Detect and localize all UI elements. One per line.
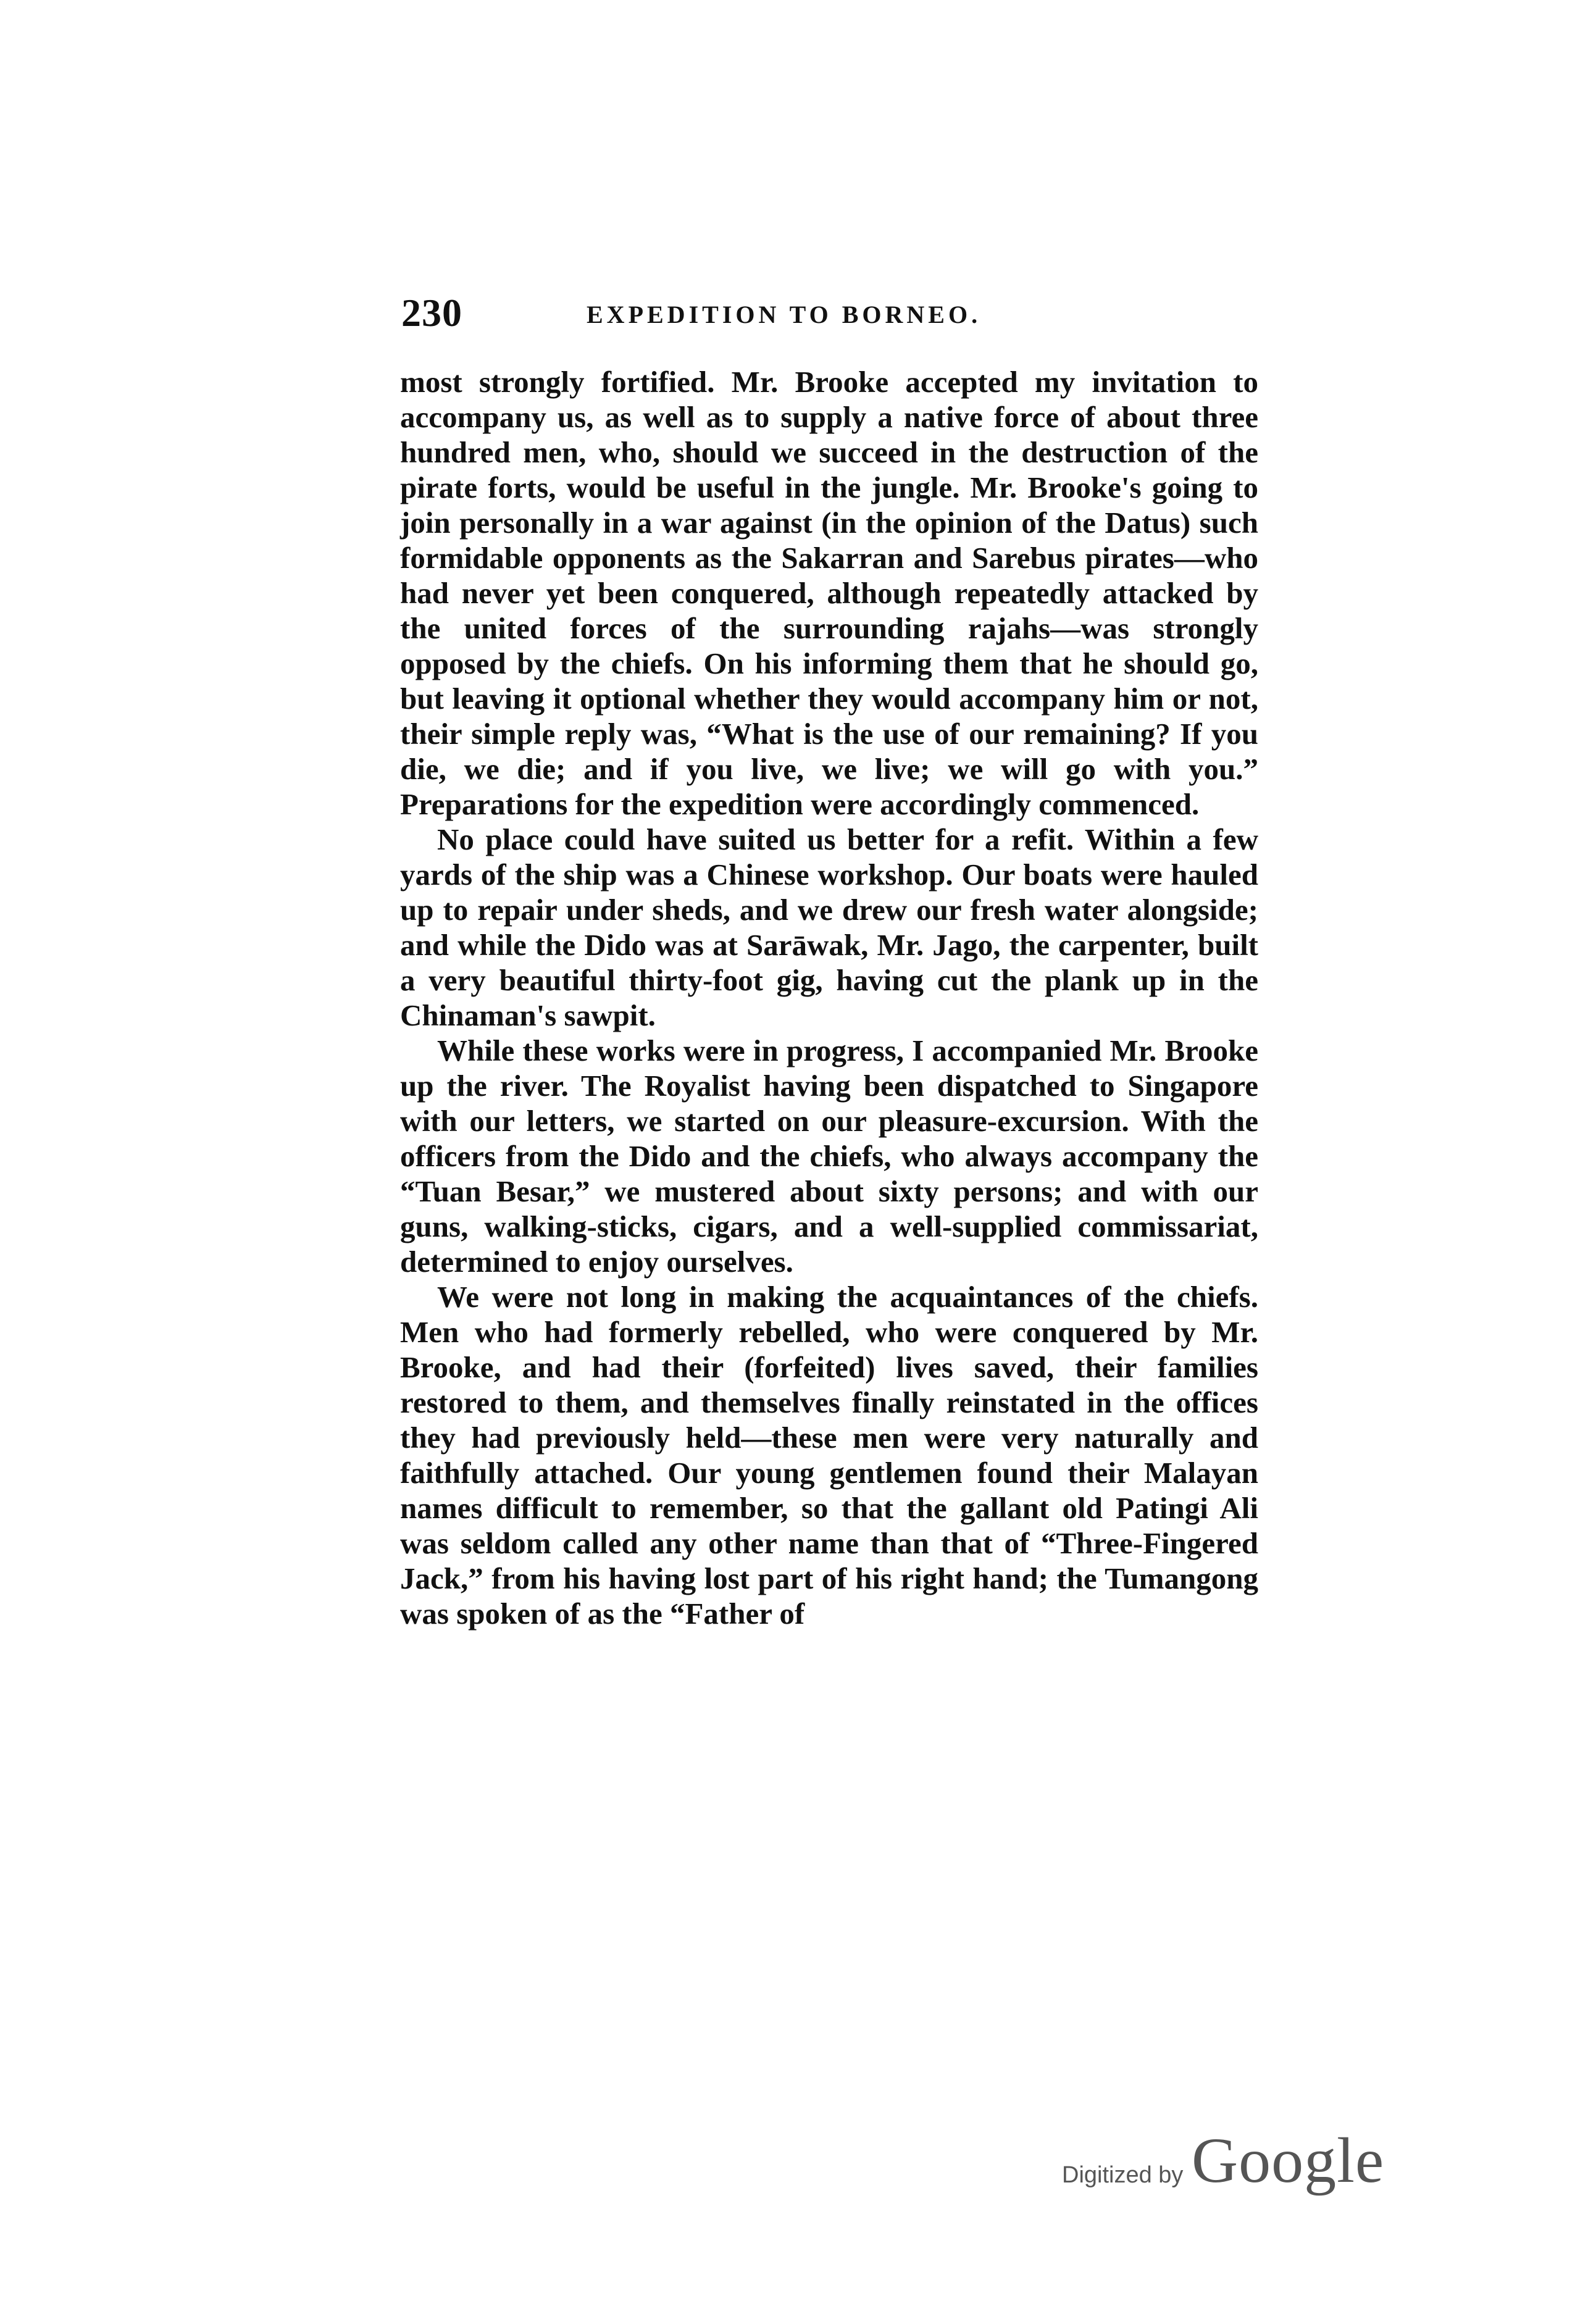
page-number: 230	[401, 291, 462, 335]
paragraph-3: While these works were in progress, I accompanied Mr. Brooke up the river. The Royalist having been dispatched to Singapore with our letters, we started on our pleasure-excursion. With the officers from the Dido and the chiefs, who always accompany the “Tuan Besar,” we mustered about sixty persons; and with our guns, walking-sticks, cigars, and a well-supplied commissariat, determined to enjoy ourselves.	[400, 1034, 1258, 1279]
watermark-prefix: Digitized by	[1062, 2162, 1184, 2188]
body-text	[400, 364, 1258, 1631]
google-logo: Google	[1192, 2125, 1385, 2196]
paragraph-4: We were not long in making the acquaintances of the chiefs. Men who had formerly rebelled, who were conquered by Mr. Brooke, and had their (forfeited) lives saved, their families restored to them, and themselves finally reinstated in the offices they had previously held—these men were very naturally and faithfully attached. Our young gentlemen found their Malayan names difficult to remember, so that the gallant old Patingi Ali was seldom called any other name than that of “Three-Fingered Jack,” from his having lost part of his right hand; the Tumangong was spoken of as the “Father of	[400, 1280, 1258, 1631]
page-header	[401, 290, 1266, 340]
paragraph-2: No place could have suited us better for a refit. Within a few yards of the ship was a Chinese workshop. Our boats were hauled up to repair under sheds, and we drew our fresh water alongside; and while the Dido was at Sarāwak, Mr. Jago, the carpenter, built a very beautiful thirty-foot gig, having cut the plank up in the Chinaman's sawpit.	[400, 822, 1258, 1032]
digitized-watermark	[1062, 2124, 1432, 2198]
running-head: EXPEDITION TO BORNEO.	[587, 301, 982, 328]
paragraph-1: most strongly fortified. Mr. Brooke accepted my invitation to accompany us, as well as to supply a native force of about three hundred men, who, should we succeed in the destruction of the pirate forts, would be useful in the jungle. Mr. Brooke's going to join personally in a war against (in the opinion of the Datus) such formidable opponents as the Sakarran and Sarebus pirates—who had never yet been conquered, although repeatedly attacked by the united forces of the surrounding rajahs—was strongly opposed by the chiefs. On his informing them that he should go, but leaving it optional whether they would accompany him or not, their simple reply was, “What is the use of our remaining? If you die, we die; and if you live, we live; we will go with you.” Preparations for the expedition were accordingly commenced.	[400, 365, 1258, 821]
